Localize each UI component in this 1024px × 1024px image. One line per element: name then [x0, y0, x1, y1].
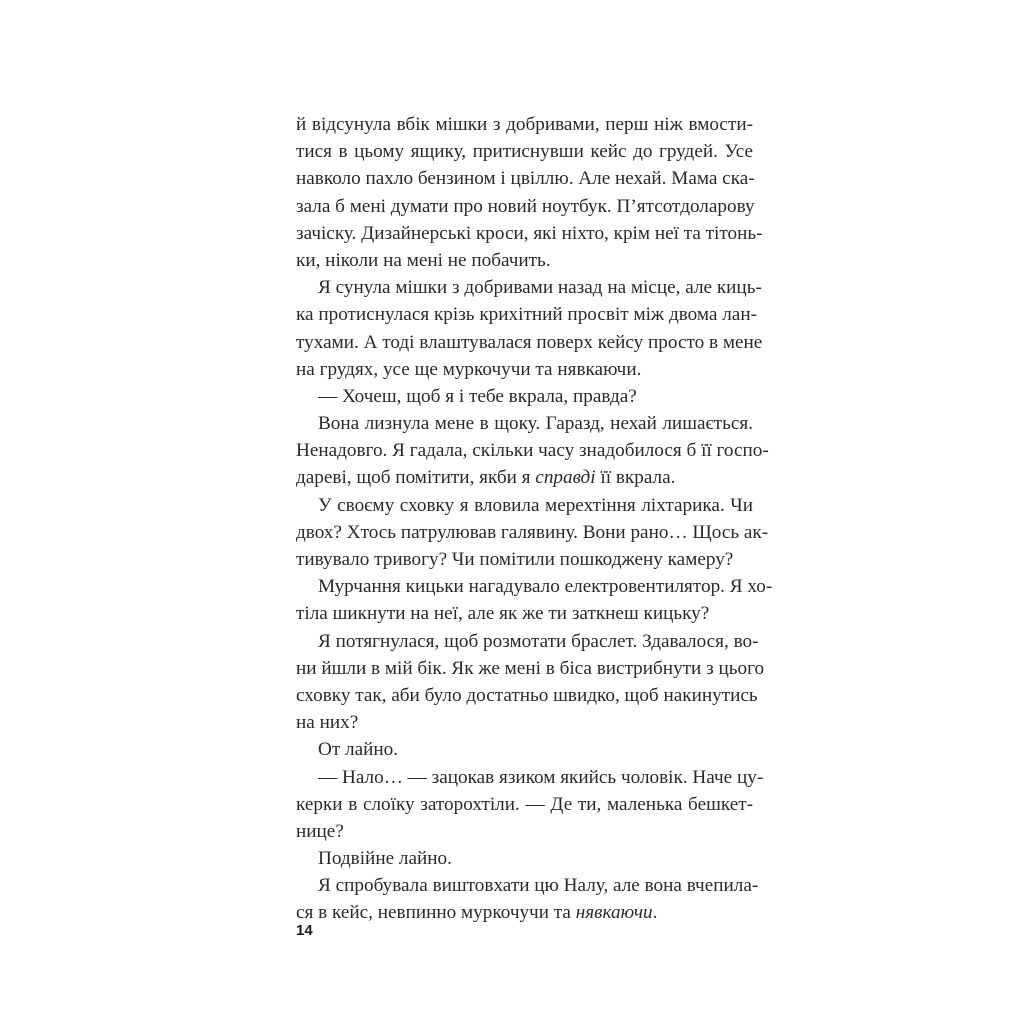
- text-line: на них?: [296, 712, 359, 734]
- dialogue-line: — Хочеш, щоб я і тебе вкрала, правда?: [318, 385, 637, 407]
- text-segment: її вкрала.: [595, 467, 676, 489]
- paragraph-start-line: Подвійне лайно.: [318, 848, 452, 870]
- book-page-text: [296, 111, 773, 927]
- text-line: ни йшли в мій бік. Як же мені в біса вистрибнути з цього: [296, 657, 765, 679]
- text-line: тивувало тривогу? Чи помітили пошкоджену камеру?: [296, 549, 734, 570]
- paragraph-start-line: От лайно.: [318, 739, 399, 761]
- text-line: на грудях, усе ще муркочучи та нявкаючи.: [296, 358, 642, 380]
- text-segment: .: [652, 902, 658, 924]
- text-segment: ся в кейс, невпинно муркочучи та: [296, 902, 576, 924]
- text-line: навколо пахло бензином і цвіллю. Але нехай. Мама ска-: [296, 168, 755, 190]
- paragraph-start-line: Мурчання кицьки нагадувало електровентилятор. Я хо-: [318, 576, 773, 598]
- paragraph-start-line: У своєму сховку я вловила мерехтіння ліхтарика. Чи: [318, 494, 753, 516]
- text-line: сховку так, аби було достатньо швидко, щоб накинутись: [296, 684, 758, 706]
- text-line: ка протиснулася крізь крихітний просвіт між двома лан-: [296, 304, 757, 326]
- text-line: керки в слоїку заторохтіли. — Де ти, маленька бешкет-: [296, 793, 753, 815]
- text-line: тися в цьому ящику, притиснувши кейс до грудей. Усе: [296, 141, 753, 163]
- text-line: ки, ніколи на мені не побачить.: [296, 249, 551, 271]
- text-segment: дареві, щоб помітити, якби я: [296, 467, 536, 489]
- text-line: зачіску. Дизайнерські кроси, які ніхто, крім неї та тітонь-: [296, 222, 763, 244]
- italic-emphasis: нявкаючи: [575, 902, 653, 924]
- text-line: нице?: [296, 820, 344, 842]
- italic-emphasis: справді: [535, 467, 596, 489]
- paragraph-start-line: Я потягнулася, щоб розмотати браслет. Здавалося, во-: [318, 630, 759, 652]
- text-line: [296, 899, 753, 926]
- text-line: [296, 464, 753, 491]
- dialogue-line: — Нало… — зацокав язиком якийсь чоловік. Наче цу-: [318, 766, 764, 788]
- text-line: зала б мені думати про новий ноутбук. П’ятсотдоларову: [296, 195, 755, 217]
- page-number: 14: [296, 922, 313, 939]
- text-line: тухами. А тоді влаштувалася поверх кейсу просто в мене: [296, 331, 763, 353]
- paragraph-start-line: Вона лизнула мене в щоку. Гаразд, нехай лишається.: [318, 413, 753, 435]
- text-line: й відсунула вбік мішки з добривами, перш ніж вмости-: [296, 114, 753, 135]
- paragraph-start-line: Я сунула мішки з добривами назад на місце, але киць-: [318, 277, 762, 299]
- text-line: двох? Хтось патрулював галявину. Вони рано… Щось ак-: [296, 521, 769, 543]
- paragraph-start-line: Я спробувала виштовхати цю Налу, але вона вчепила-: [318, 875, 759, 897]
- text-line: тіла шикнути на неї, але як же ти заткнеш кицьку?: [296, 603, 710, 625]
- text-line: Ненадовго. Я гадала, скільки часу знадобилося б її госпо-: [296, 440, 769, 462]
